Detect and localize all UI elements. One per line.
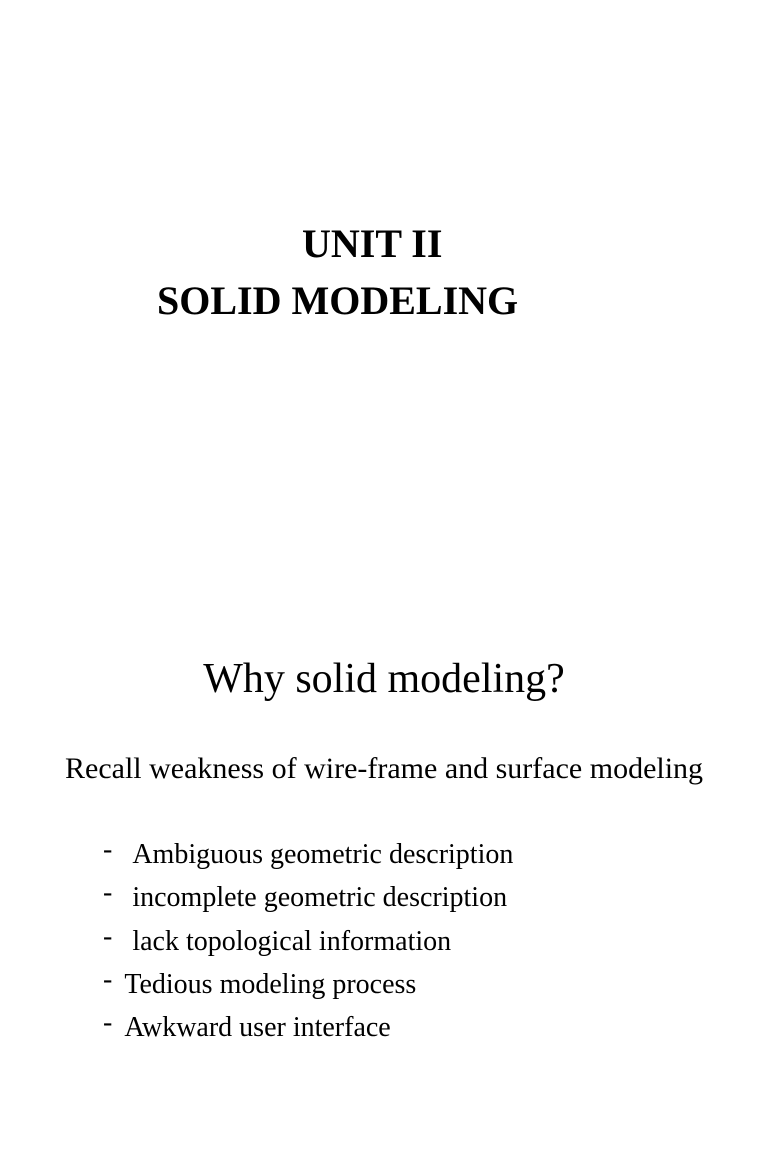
bullet-item (103, 964, 417, 1002)
slide-title-topic: SOLID MODELING (157, 278, 519, 323)
dash-marker: - (103, 877, 113, 908)
bullet-text: lack topological information (132, 926, 452, 957)
bullet-item (103, 834, 514, 872)
intro-paragraph: Recall weakness of wire-frame and surface modeling (65, 752, 704, 785)
bullet-text: Ambiguous geometric description (132, 839, 514, 870)
bullet-item (103, 921, 452, 959)
bullet-item (103, 877, 508, 915)
bullet-item (103, 1007, 391, 1045)
bullet-text: Awkward user interface (124, 1012, 391, 1043)
dash-marker: - (103, 834, 113, 865)
dash-marker: - (103, 964, 113, 995)
bullet-text: incomplete geometric description (132, 882, 508, 913)
bullet-text: Tedious modeling process (124, 969, 417, 1000)
content-slide (0, 576, 768, 1152)
dash-marker: - (103, 1007, 113, 1038)
slide-title-unit: UNIT II (302, 221, 443, 266)
dash-marker: - (103, 921, 113, 952)
slide-heading: Why solid modeling? (203, 656, 565, 702)
